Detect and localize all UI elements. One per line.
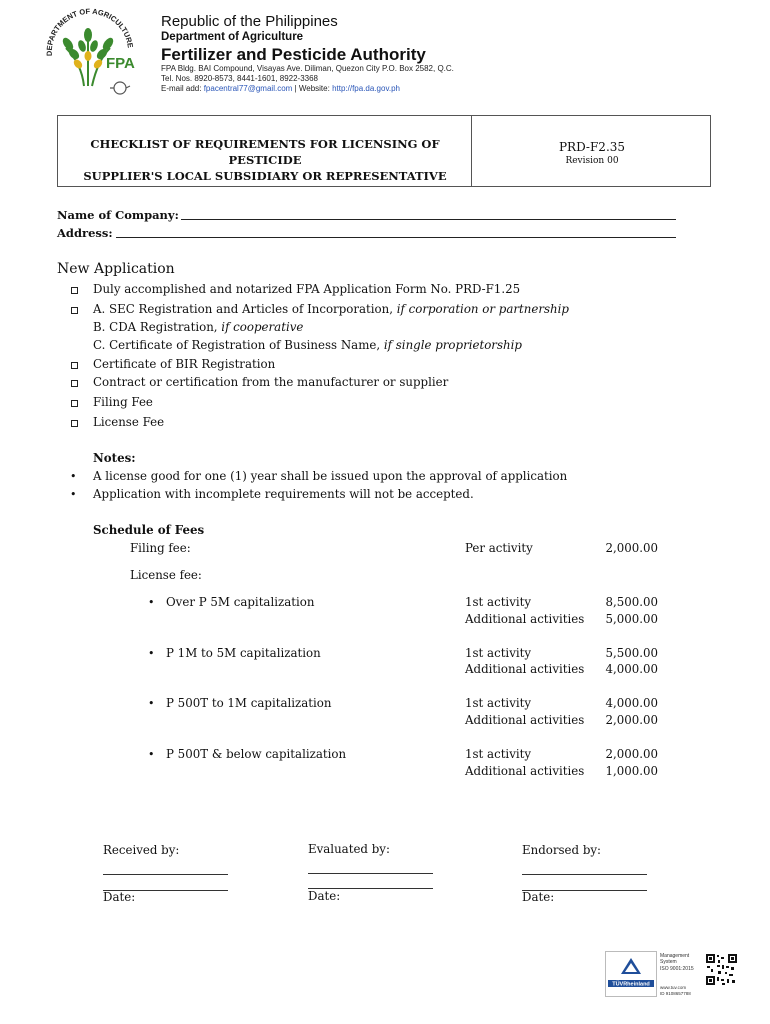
note-bullet-2: • [70, 488, 77, 501]
certification-id: ID 9108657788 [660, 991, 691, 996]
sec-registration-text: A. SEC Registration and Articles of Incorporation, [93, 302, 393, 316]
tier-first-activity: 1st activity [465, 696, 532, 710]
note-bullet-1: • [70, 470, 77, 483]
department-line: Department of Agriculture [161, 31, 304, 43]
address-field[interactable] [116, 237, 676, 238]
tuv-mark-text: TÜVRheinland [612, 981, 650, 988]
item-cda-registration [93, 320, 303, 334]
item-bir-registration: Certificate of BIR Registration [93, 357, 276, 371]
note-1: A license good for one (1) year shall be issued upon the approval of application [93, 469, 568, 483]
email-link[interactable]: fpacentral77@gmail.com [203, 84, 293, 93]
tier-additional-amount: 1,000.00 [605, 764, 658, 778]
checkbox-license-fee[interactable] [71, 420, 78, 427]
license-fee-label: License fee: [130, 568, 202, 582]
tier-label: P 1M to 5M capitalization [166, 646, 321, 660]
tier-bullet: • [148, 596, 155, 609]
note-2: Application with incomplete requirements will not be accepted. [93, 487, 474, 501]
revision-label: Revision 00 [565, 156, 619, 166]
tier-label: Over P 5M capitalization [166, 595, 315, 609]
certification-system: Management System [660, 953, 690, 965]
item-filing-fee: Filing Fee [93, 395, 153, 409]
filing-fee-label: Filing fee: [130, 541, 191, 555]
checkbox-registration[interactable] [71, 307, 78, 314]
item-application-form: Duly accomplished and notarized FPA Application Form No. PRD-F1.25 [93, 282, 521, 296]
form-code: PRD-F2.35 [558, 140, 626, 154]
tier-additional-activities: Additional activities [465, 612, 585, 626]
evaluated-date-label: Date: [308, 889, 341, 903]
tier-label: P 500T & below capitalization [166, 747, 347, 761]
cda-registration-text: B. CDA Registration, [93, 320, 218, 334]
tier-additional-activities: Additional activities [465, 764, 585, 778]
business-name-note: if single proprietorship [383, 338, 522, 352]
item-license-fee: License Fee [93, 415, 165, 429]
seal-text: DEPARTMENT OF AGRICULTURE [44, 8, 136, 57]
checkbox-bir-registration[interactable] [71, 362, 78, 369]
title-box [57, 115, 711, 187]
tier-additional-amount: 2,000.00 [605, 713, 658, 727]
checkbox-application-form[interactable] [71, 287, 78, 294]
tuv-certification-mark [605, 951, 657, 997]
document-title [60, 136, 470, 184]
company-name-label: Name of Company: [57, 208, 179, 222]
endorsed-by-name-line[interactable] [522, 874, 647, 875]
tier-additional-activities: Additional activities [465, 713, 585, 727]
title-line-1: CHECKLIST OF REQUIREMENTS FOR LICENSING OF PESTICIDE [90, 137, 440, 167]
tier-first-amount: 4,000.00 [605, 696, 658, 710]
tier-first-amount: 2,000.00 [605, 747, 658, 761]
company-name-field[interactable] [181, 219, 676, 220]
evaluated-by-name-line[interactable] [308, 873, 433, 874]
notes-heading: Notes: [93, 451, 136, 465]
item-sec-registration [93, 302, 569, 316]
evaluated-by-label: Evaluated by: [308, 842, 390, 856]
filing-fee-amount: 2,000.00 [605, 541, 658, 555]
item-business-name [93, 338, 522, 352]
sec-registration-note: if corporation or partnership [396, 302, 569, 316]
agency-address: FPA Bldg. BAI Compound, Visayas Ave. Diliman, Quezon City P.O. Box 2582, Q.C. [161, 64, 454, 73]
fpa-logo [44, 8, 156, 100]
tier-first-amount: 5,500.00 [605, 646, 658, 660]
checkbox-filing-fee[interactable] [71, 400, 78, 407]
tier-additional-amount: 5,000.00 [605, 612, 658, 626]
address-label: Address: [57, 226, 113, 240]
tier-first-activity: 1st activity [465, 595, 532, 609]
certification-site: www.tuv.com [660, 985, 687, 990]
tier-bullet: • [148, 748, 155, 761]
tier-bullet: • [148, 647, 155, 660]
tier-additional-amount: 4,000.00 [605, 662, 658, 676]
agency-name: Fertilizer and Pesticide Authority [161, 45, 426, 64]
agency-telephone: Tel. Nos. 8920-8573, 8441-1601, 8922-3368 [161, 74, 319, 83]
received-by-label: Received by: [103, 843, 180, 857]
tier-label: P 500T to 1M capitalization [166, 696, 332, 710]
filing-fee-basis: Per activity [465, 541, 533, 555]
certification-standard: ISO 9001:2015 [660, 966, 694, 972]
cda-registration-note: if cooperative [221, 320, 304, 334]
tier-first-activity: 1st activity [465, 747, 532, 761]
website-link[interactable]: http://fpa.da.gov.ph [332, 84, 400, 93]
endorsed-date-label: Date: [522, 890, 555, 904]
business-name-text: C. Certificate of Registration of Business Name, [93, 338, 381, 352]
received-by-name-line[interactable] [103, 874, 228, 875]
company-name-row [57, 208, 179, 222]
title-line-2: SUPPLIER'S LOCAL SUBSIDIARY OR REPRESENTATIVE [83, 169, 447, 183]
endorsed-by-label: Endorsed by: [522, 843, 602, 857]
qr-code [705, 953, 738, 986]
tier-first-activity: 1st activity [465, 646, 532, 660]
fees-heading: Schedule of Fees [93, 523, 205, 537]
received-date-label: Date: [103, 890, 136, 904]
tier-additional-activities: Additional activities [465, 662, 585, 676]
agency-contact [161, 84, 400, 93]
item-contract: Contract or certification from the manufacturer or supplier [93, 375, 449, 389]
email-label: E-mail add: [161, 84, 202, 93]
address-row [57, 226, 113, 240]
tier-bullet: • [148, 697, 155, 710]
republic-line: Republic of the Philippines [161, 13, 338, 30]
checkbox-contract[interactable] [71, 380, 78, 387]
tier-first-amount: 8,500.00 [605, 595, 658, 609]
new-application-heading: New Application [57, 261, 175, 277]
logo-text: FPA [106, 55, 135, 72]
website-label: | Website: [294, 84, 330, 93]
